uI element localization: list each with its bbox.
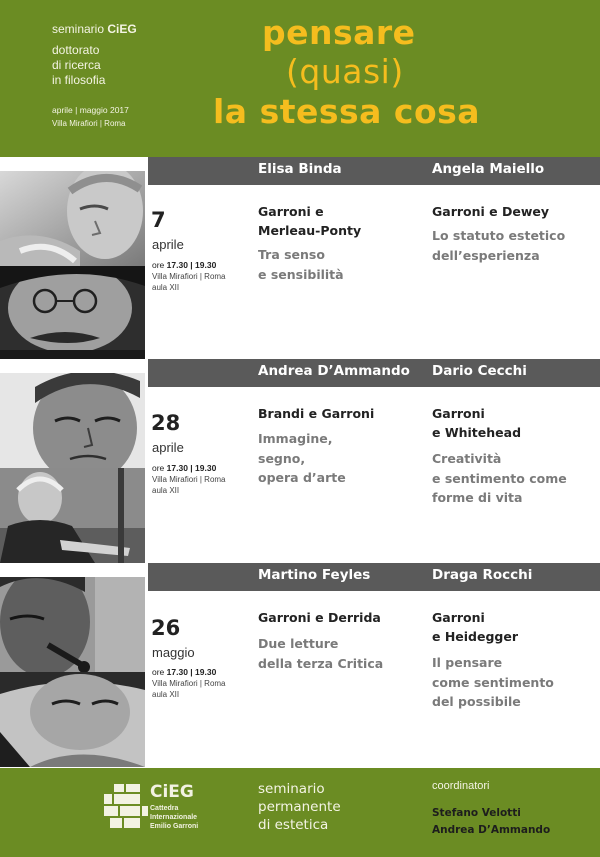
- speaker-name: Draga Rocchi: [432, 567, 533, 583]
- session-time: ore 17.30 | 19.30: [152, 463, 217, 473]
- session-time: ore 17.30 | 19.30: [152, 260, 217, 270]
- talk-subtitle: Lo statuto estetico dell’esperienza: [432, 228, 566, 263]
- event-venue: Villa Mirafiori | Roma: [52, 119, 126, 128]
- cieg-logo-icon: [104, 784, 148, 828]
- session-1: [0, 157, 600, 359]
- logo-subtitle: Cattedra Internazionale Emilio Garroni: [150, 805, 199, 830]
- session-place: Villa Mirafiori | Roma aula XII: [152, 475, 226, 495]
- session-3: [0, 563, 600, 768]
- speaker-name: Martino Feyles: [258, 567, 371, 583]
- portrait-photo: [0, 266, 145, 361]
- logo-name: CiEG: [150, 782, 194, 802]
- talk-title: Garroni e Whitehead: [432, 406, 522, 440]
- talk-subtitle: Tra senso e sensibilità: [258, 247, 344, 282]
- portrait-photo: [0, 171, 145, 266]
- speaker-name: Dario Cecchi: [432, 363, 527, 379]
- session-time: ore 17.30 | 19.30: [152, 667, 217, 677]
- talk-title: Garroni e Derrida: [258, 610, 381, 625]
- seminar-label: seminario CiEG: [52, 22, 137, 36]
- speaker-name: Andrea D’Ammando: [258, 363, 410, 379]
- session-day: 28: [151, 411, 181, 435]
- session-month: aprile: [152, 440, 184, 455]
- program-line: dottorato: [52, 43, 100, 57]
- talk-subtitle: Due letture della terza Critica: [258, 636, 384, 671]
- seminar-description: seminario permanente di estetica: [258, 781, 341, 833]
- coordinators-label: coordinatori: [432, 780, 490, 792]
- header-band: [0, 0, 600, 157]
- portrait-photo: [0, 373, 145, 468]
- talk-title: Garroni e Merleau-Ponty: [258, 204, 362, 238]
- session-month: maggio: [152, 645, 195, 660]
- speaker-name: Elisa Binda: [258, 161, 342, 177]
- event-dates: aprile | maggio 2017: [52, 105, 129, 115]
- session-place: Villa Mirafiori | Roma aula XII: [152, 679, 226, 699]
- speaker-name: Angela Maiello: [432, 161, 545, 177]
- talk-subtitle: Creatività e sentimento come forme di vita: [432, 451, 567, 505]
- program-line: di ricerca: [52, 58, 101, 72]
- portrait-photo: [0, 468, 145, 563]
- coordinators-list: Stefano Velotti Andrea D’Ammando: [432, 807, 551, 836]
- portrait-photo: [0, 672, 145, 767]
- session-day: 26: [151, 616, 181, 640]
- portrait-photo: [0, 577, 145, 672]
- session-place: Villa Mirafiori | Roma aula XII: [152, 272, 226, 292]
- footer-band: [0, 768, 600, 857]
- talk-title: Garroni e Dewey: [432, 204, 550, 219]
- header-info: [52, 22, 137, 130]
- talk-title: Garroni e Heidegger: [432, 610, 519, 644]
- talk-subtitle: Il pensare come sentimento del possibile: [432, 655, 554, 709]
- program-line: in filosofia: [52, 73, 106, 87]
- session-day: 7: [151, 208, 166, 232]
- session-month: aprile: [152, 237, 184, 252]
- title-line-1: pensare: [262, 13, 416, 52]
- title-line-2: (quasi): [286, 52, 404, 91]
- title-line-3: la stessa cosa: [213, 92, 481, 131]
- talk-subtitle: Immagine, segno, opera d’arte: [258, 431, 346, 485]
- talk-title: Brandi e Garroni: [258, 406, 375, 421]
- session-2: [0, 359, 600, 563]
